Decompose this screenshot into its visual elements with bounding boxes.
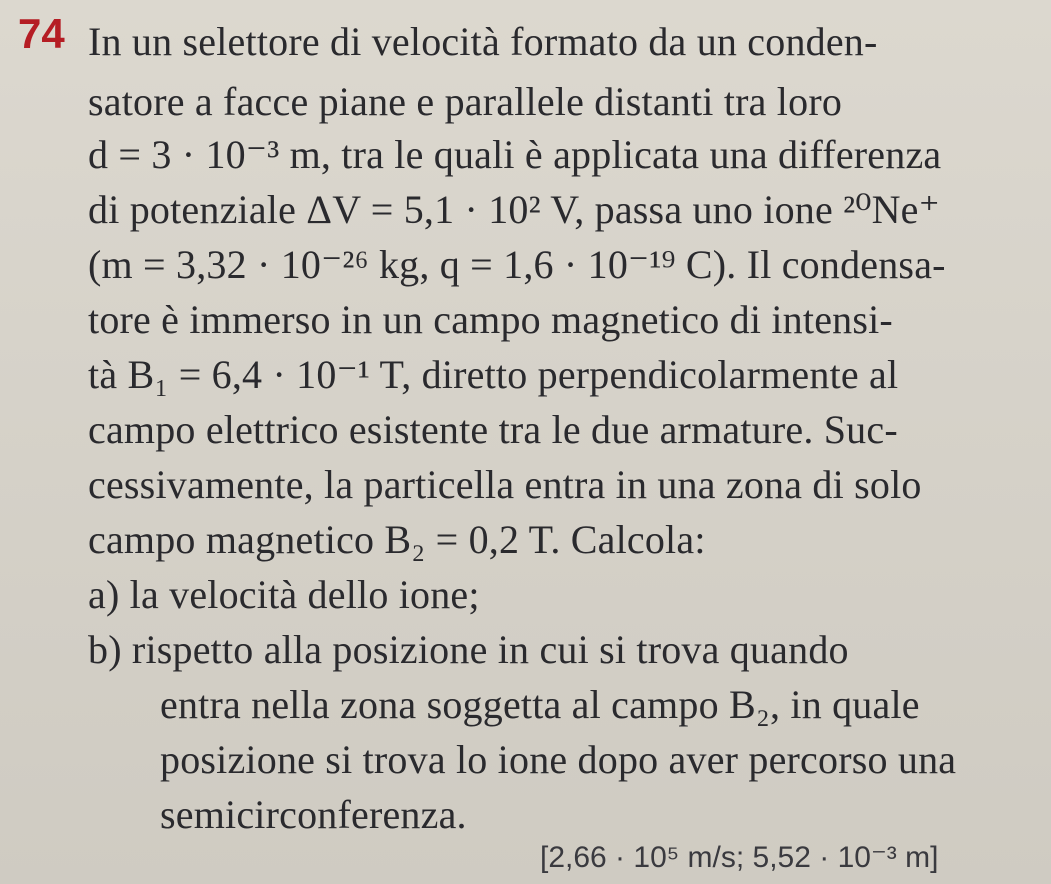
- problem-line-8: campo elettrico esistente tra le due armature. Suc-: [88, 407, 898, 452]
- problem-line-10: campo magnetico B₂ = 0,2 T. Calcola:: [88, 517, 706, 562]
- problem-line-9: cessivamente, la particella entra in una zona di solo: [88, 462, 922, 507]
- problem-line-5: (m = 3,32 · 10⁻²⁶ kg, q = 1,6 · 10⁻¹⁹ C). Il condensa-: [88, 242, 946, 287]
- question-b: b) rispetto alla posizione in cui si trova quando: [88, 627, 849, 672]
- question-b-line-2: entra nella zona soggetta al campo B₂, in quale: [160, 682, 920, 727]
- problem-line-3: d = 3 · 10⁻³ m, tra le quali è applicata una differenza: [88, 132, 942, 177]
- problem-line-4: di potenziale ΔV = 5,1 · 10² V, passa uno ione ²⁰Ne⁺: [88, 187, 940, 232]
- problem-line-7: tà B₁ = 6,4 · 10⁻¹ T, diretto perpendicolarmente al: [88, 352, 899, 397]
- problem-line-1: In un selettore di velocità formato da un conden-: [88, 19, 878, 64]
- question-a: a) la velocità dello ione;: [88, 572, 480, 617]
- question-b-line-4: semicirconferenza.: [160, 792, 467, 837]
- answer-key: [2,66 · 10⁵ m/s; 5,52 · 10⁻³ m]: [540, 841, 939, 874]
- problem-line-6: tore è immerso in un campo magnetico di intensi-: [88, 297, 893, 342]
- problem-line-2: satore a facce piane e parallele distanti tra loro: [88, 79, 843, 124]
- question-b-line-3: posizione si trova lo ione dopo aver percorso una: [160, 737, 957, 782]
- problem-number: 74: [18, 10, 65, 57]
